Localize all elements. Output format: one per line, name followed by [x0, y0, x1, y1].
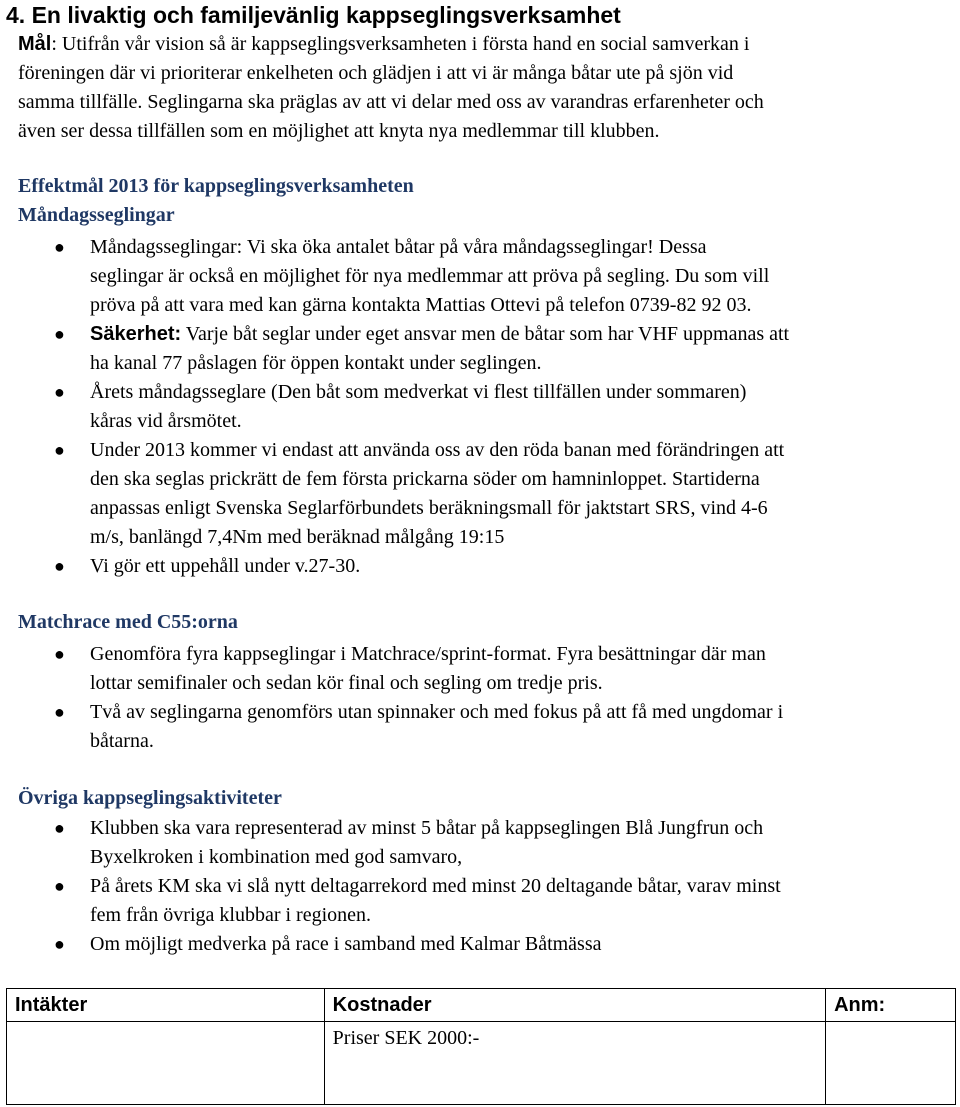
budget-table [6, 988, 956, 1105]
bullet-icon: ● [54, 934, 65, 954]
bullet-icon: ● [54, 644, 65, 664]
effect-goals-heading: Effektmål 2013 för kappseglingsverksamheten [18, 175, 414, 197]
goal-line: föreningen där vi prioriterar enkelheten och glädjen i att vi är många båtar ute på sjön vid [18, 62, 734, 84]
table-cell: Priser SEK 2000:- [324, 1022, 825, 1105]
table-header-income: Intäkter [7, 989, 325, 1022]
safety-label: Säkerhet: [90, 323, 182, 345]
table-header-row [7, 989, 956, 1022]
goal-label: Mål [18, 33, 52, 55]
other-activities-heading: Övriga kappseglingsaktiviteter [18, 787, 282, 809]
table-header-notes: Anm: [826, 989, 956, 1022]
goal-paragraph [18, 30, 952, 146]
table-header-costs: Kostnader [324, 989, 825, 1022]
matchrace-heading: Matchrace med C55:orna [18, 611, 238, 633]
bullet-icon: ● [54, 556, 65, 576]
section-title: 4. En livaktig och familjevänlig kappseglingsverksamhet [6, 2, 621, 28]
monday-heading: Måndagsseglingar [18, 204, 175, 226]
goal-line: samma tillfälle. Seglingarna ska präglas av att vi delar med oss av varandras erfarenheter och [18, 91, 764, 113]
bullet-icon: ● [54, 818, 65, 838]
table-cell [826, 1022, 956, 1105]
goal-line: : Utifrån vår vision så är kappseglingsverksamheten i första hand en social samverkan i [51, 33, 750, 55]
table-row [7, 1022, 956, 1105]
bullet-icon: ● [54, 702, 65, 722]
table-cell [7, 1022, 325, 1105]
goal-line: även ser dessa tillfällen som en möjlighet att knyta nya medlemmar till klubben. [18, 120, 660, 142]
bullet-icon: ● [54, 382, 65, 402]
bullet-icon: ● [54, 440, 65, 460]
bullet-icon: ● [54, 876, 65, 896]
bullet-icon: ● [54, 324, 65, 344]
document-page: 4. En livaktig och familjevänlig kappseglingsverksamhet Mål: Utifrån vår vision så är kappseglingsverksamheten i första hand en social samverkan i föreningen där vi prioriterar enkelheten och glädjen i att vi är många båtar ute på sjön vid samma tillfälle. Seglingarna ska präglas av att vi delar med oss av varandras erfarenheter och även ser dessa tillfällen som en möjlighet att knyta nya medlemmar till klubben. Effektmål 2013 för kappseglingsverksamheten Måndagsseglingar ● Måndagsseglingar: Vi ska öka antalet båtar på våra måndagsseglingar! Dessa seglingar är också en möjlighet för nya medlemmar att pröva på segling. Du som vill pröva på att vara med kan gärna kontakta Mattias Ottevi på telefon 0739-82 92 03. ● Säkerhet: Varje båt seglar under eget ansvar men de båtar som har VHF uppmanas att ha kanal 77 påslagen för öppen kontakt under seglingen. ● Årets måndagsseglare (Den båt som medverkat vi flest tillfällen under sommaren) kåras vid årsmötet. ● Under 2013 kommer vi endast att använda oss av den röda banan med förändringen att den ska seglas prickrätt de fem första prickarna söder om hamninloppet. Startiderna anpassas enligt Svenska Seglarförbundets beräkningsmall för jaktstart SRS, vind 4-6 m/s, banlängd 7,4Nm med beräknad målgång 19:15 ● Vi gör ett uppehåll under v.27-30. Matchrace med C55:orna ● Genomföra fyra kappseglingar i Matchrace/sprint-format. Fyra besättningar där man lottar semifinaler och sedan kör final och segling om tredje pris. ● Två av seglingarna genomförs utan spinnaker och med fokus på att få med ungdomar i båtarna. Övriga kappseglingsaktiviteter ● Klubben ska vara representerad av minst 5 båtar på kappseglingen Blå Jungfrun och Byxelkroken i kombination med god samvaro, ● På årets KM ska vi slå nytt deltagarrekord med minst 20 deltagande båtar, varav minst fem från övriga klubbar i regionen. ● Om möjligt medverka på race i samband med Kalmar Båtmässa Intäkter Kostnader Anm: Priser SEK 2000:- [0, 0, 960, 1107]
bullet-icon: ● [54, 237, 65, 257]
